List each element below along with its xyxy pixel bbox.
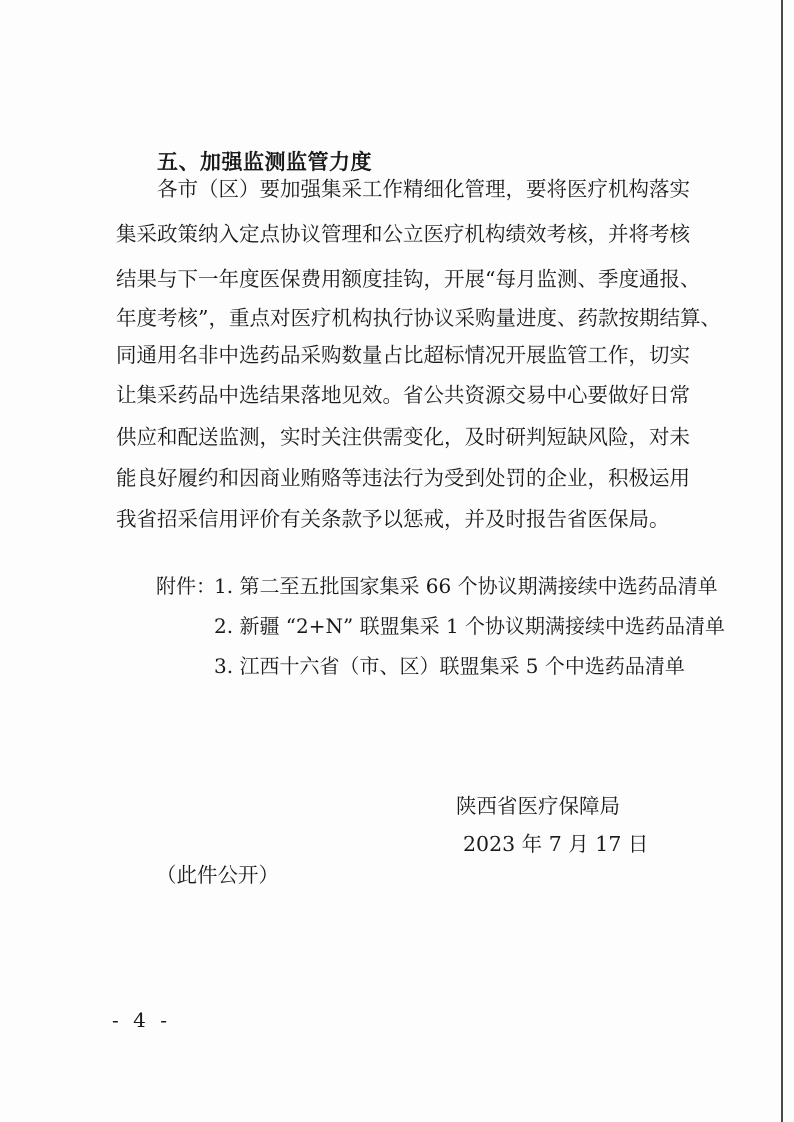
paragraph-line: 能良好履约和因商业贿赂等违法行为受到处罚的企业，积极运用 [116, 466, 690, 490]
paragraph-line: 集采政策纳入定点协议管理和公立医疗机构绩效考核，并将考核 [116, 222, 690, 246]
page-number: - 4 - [112, 1008, 171, 1032]
public-note: （此件公开） [156, 863, 279, 887]
attachment-item: 1. 第二至五批国家集采 66 个协议期满接续中选药品清单 [214, 574, 718, 598]
paragraph-line: 让集采药品中选结果落地见效。省公共资源交易中心要做好日常 [116, 383, 690, 407]
paragraph-line: 各市（区）要加强集采工作精细化管理，要将医疗机构落实 [157, 177, 690, 201]
issue-date: 2023 年 7 月 17 日 [463, 832, 649, 856]
paragraph-line: 同通用名非中选药品采购数量占比超标情况开展监管工作，切实 [116, 343, 690, 367]
attachments-label: 附件： [156, 574, 216, 598]
paragraph-line: 结果与下一年度医保费用额度挂钩，开展“每月监测、季度通报、 [116, 267, 701, 291]
attachment-item: 3. 江西十六省（市、区）联盟集采 5 个中选药品清单 [214, 654, 685, 678]
attachment-item: 2. 新疆 “2+N” 联盟集采 1 个协议期满接续中选药品清单 [214, 614, 726, 638]
issuing-organization: 陕西省医疗保障局 [456, 794, 620, 818]
paragraph-line: 年度考核”，重点对医疗机构执行协议采购量进度、药款按期结算、 [116, 306, 721, 330]
paragraph-line: 供应和配送监测，实时关注供需变化，及时研判短缺风险，对未 [116, 425, 690, 449]
page-edge-line [781, 0, 783, 1122]
section-heading: 五、加强监测监管力度 [157, 150, 372, 174]
paragraph-line: 我省招采信用评价有关条款予以惩戒，并及时报告省医保局。 [116, 507, 670, 531]
